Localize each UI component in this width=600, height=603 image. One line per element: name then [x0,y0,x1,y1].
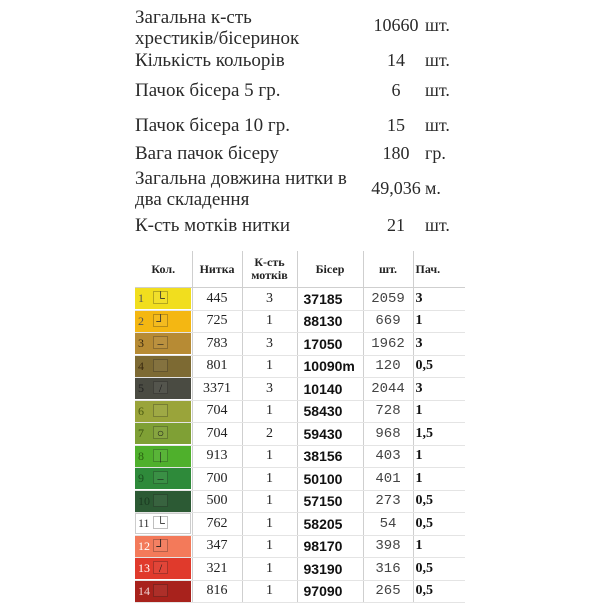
stitch-symbol-icon [153,584,168,597]
piece-count: 669 [363,310,413,333]
summary-unit: шт. [425,115,450,135]
stitch-symbol-icon: | [153,449,168,462]
header-skeins [242,251,297,288]
piece-count: 401 [363,468,413,491]
skein-count: 1 [242,310,297,333]
stitch-symbol-icon: – [153,336,168,349]
skein-count: 1 [242,580,297,603]
color-number: 11 [138,516,150,531]
bead-code: 38156 [297,445,363,468]
piece-count: 54 [363,513,413,536]
skein-count: 3 [242,333,297,356]
stitch-symbol-icon: / [153,561,168,574]
bead-code: 88130 [297,310,363,333]
skein-count: 1 [242,513,297,536]
stitch-symbol-icon: / [153,381,168,394]
table-row [135,333,465,356]
table-row [135,355,465,378]
pack-count: 3 [413,378,465,401]
table-row [135,558,465,581]
bead-code: 59430 [297,423,363,446]
color-swatch [135,423,191,444]
summary-block [0,0,600,250]
header-pcs: шт. [363,251,413,288]
summary-label: Пачок бісера 5 гр. [135,80,281,101]
summary-value: 15 [387,115,405,135]
thread-number: 762 [192,513,242,536]
color-swatch [135,468,191,489]
table-row [135,580,465,603]
color-cell [135,445,192,468]
color-number: 1 [138,291,144,306]
pack-count: 1 [413,400,465,423]
table-row [135,310,465,333]
pack-count: 0,5 [413,355,465,378]
table-row [135,535,465,558]
color-number: 2 [138,313,144,328]
thread-number: 725 [192,310,242,333]
color-swatch [135,558,191,579]
pack-count: 0,5 [413,513,465,536]
pack-count: 1,5 [413,423,465,446]
table-row [135,288,465,311]
pack-count: 1 [413,535,465,558]
color-cell [135,310,192,333]
thread-number: 700 [192,468,242,491]
thread-number: 321 [192,558,242,581]
thread-number: 704 [192,423,242,446]
color-key-table [135,251,465,603]
piece-count: 265 [363,580,413,603]
summary-value: 14 [387,50,405,70]
color-cell [135,288,192,311]
thread-number: 347 [192,535,242,558]
bead-code: 17050 [297,333,363,356]
summary-label: Загальна к-сть [135,7,252,28]
table-row [135,468,465,491]
table-row [135,400,465,423]
color-cell [135,535,192,558]
header-packs: Пач. [413,251,465,288]
color-number: 12 [138,538,150,553]
header-bead: Бісер [297,251,363,288]
table-row [135,423,465,446]
header-thread: Нитка [192,251,242,288]
color-number: 5 [138,381,144,396]
summary-unit: гр. [425,143,446,163]
table-row [135,513,465,536]
color-swatch [135,513,191,534]
thread-number: 913 [192,445,242,468]
summary-value: 180 [382,143,410,163]
thread-number: 801 [192,355,242,378]
stitch-symbol-icon: └ [153,291,168,304]
color-swatch [135,333,191,354]
color-swatch [135,491,191,512]
stitch-symbol-icon: ┘ [153,314,168,327]
piece-count: 398 [363,535,413,558]
piece-count: 968 [363,423,413,446]
bead-code: 98170 [297,535,363,558]
color-number: 6 [138,403,144,418]
summary-unit: шт. [425,50,450,70]
bead-code: 50100 [297,468,363,491]
thread-number: 783 [192,333,242,356]
stitch-symbol-icon [153,404,168,417]
pack-count: 1 [413,468,465,491]
summary-value: 49,036 [371,178,421,198]
thread-number: 445 [192,288,242,311]
bead-code: 93190 [297,558,363,581]
pack-count: 0,5 [413,580,465,603]
header-color: Кол. [135,251,192,288]
stitch-symbol-icon [153,359,168,372]
table-header-row [135,251,465,288]
piece-count: 728 [363,400,413,423]
header-skeins-line2: мотків [251,268,288,282]
table-row [135,490,465,513]
piece-count: 316 [363,558,413,581]
skein-count: 1 [242,535,297,558]
piece-count: 403 [363,445,413,468]
color-number: 8 [138,448,144,463]
header-skeins-line1: К-сть [254,255,285,269]
skein-count: 2 [242,423,297,446]
summary-unit: шт. [425,80,450,100]
color-number: 3 [138,336,144,351]
color-number: 4 [138,358,144,373]
color-number: 13 [138,561,150,576]
color-swatch [135,288,191,309]
piece-count: 2059 [363,288,413,311]
piece-count: 1962 [363,333,413,356]
bead-code: 37185 [297,288,363,311]
color-cell [135,378,192,401]
color-cell [135,400,192,423]
summary-label: Вага пачок бісеру [135,143,279,164]
bead-code: 97090 [297,580,363,603]
color-cell [135,355,192,378]
skein-count: 1 [242,445,297,468]
table-body [135,288,465,603]
color-swatch [135,378,191,399]
table-row [135,445,465,468]
stitch-symbol-icon: └ [153,516,168,529]
color-swatch [135,581,191,602]
summary-label: Пачок бісера 10 гр. [135,115,290,136]
summary-unit: шт. [425,215,450,235]
color-cell [135,423,192,446]
thread-number: 500 [192,490,242,513]
summary-unit: шт. [425,15,450,35]
stitch-symbol-icon [153,494,168,507]
skein-count: 1 [242,355,297,378]
pack-count: 0,5 [413,490,465,513]
bead-code: 57150 [297,490,363,513]
color-number: 10 [138,493,150,508]
stitch-symbol-icon: – [153,471,168,484]
skein-count: 3 [242,378,297,401]
color-swatch [135,446,191,467]
summary-label: Кількість кольорів [135,50,285,71]
color-number: 9 [138,471,144,486]
piece-count: 273 [363,490,413,513]
color-swatch [135,401,191,422]
summary-label: Загальна довжина нитки в [135,168,347,189]
table-row [135,378,465,401]
bead-code: 58430 [297,400,363,423]
color-swatch [135,356,191,377]
summary-label: хрестиків/бісеринок [135,28,300,49]
color-cell [135,513,192,536]
piece-count: 120 [363,355,413,378]
bead-code: 10140 [297,378,363,401]
color-cell [135,468,192,491]
pack-count: 1 [413,310,465,333]
thread-number: 3371 [192,378,242,401]
summary-label: К-сть мотків нитки [135,215,290,236]
skein-count: 1 [242,558,297,581]
piece-count: 2044 [363,378,413,401]
color-cell [135,580,192,603]
stitch-symbol-icon: ○ [153,426,168,439]
color-swatch [135,536,191,557]
color-cell [135,558,192,581]
color-number: 7 [138,426,144,441]
skein-count: 1 [242,400,297,423]
summary-value: 6 [391,80,401,100]
skein-count: 3 [242,288,297,311]
pack-count: 3 [413,333,465,356]
pack-count: 3 [413,288,465,311]
skein-count: 1 [242,490,297,513]
pack-count: 0,5 [413,558,465,581]
color-cell [135,333,192,356]
bead-code: 58205 [297,513,363,536]
pack-count: 1 [413,445,465,468]
color-cell [135,490,192,513]
stitch-symbol-icon: ┘ [153,539,168,552]
summary-unit: м. [425,178,441,198]
thread-number: 816 [192,580,242,603]
bead-code: 10090m [297,355,363,378]
summary-value: 21 [387,215,405,235]
color-number: 14 [138,583,150,598]
summary-label: два складення [135,189,250,210]
thread-number: 704 [192,400,242,423]
color-swatch [135,311,191,332]
summary-value: 10660 [373,15,419,35]
skein-count: 1 [242,468,297,491]
